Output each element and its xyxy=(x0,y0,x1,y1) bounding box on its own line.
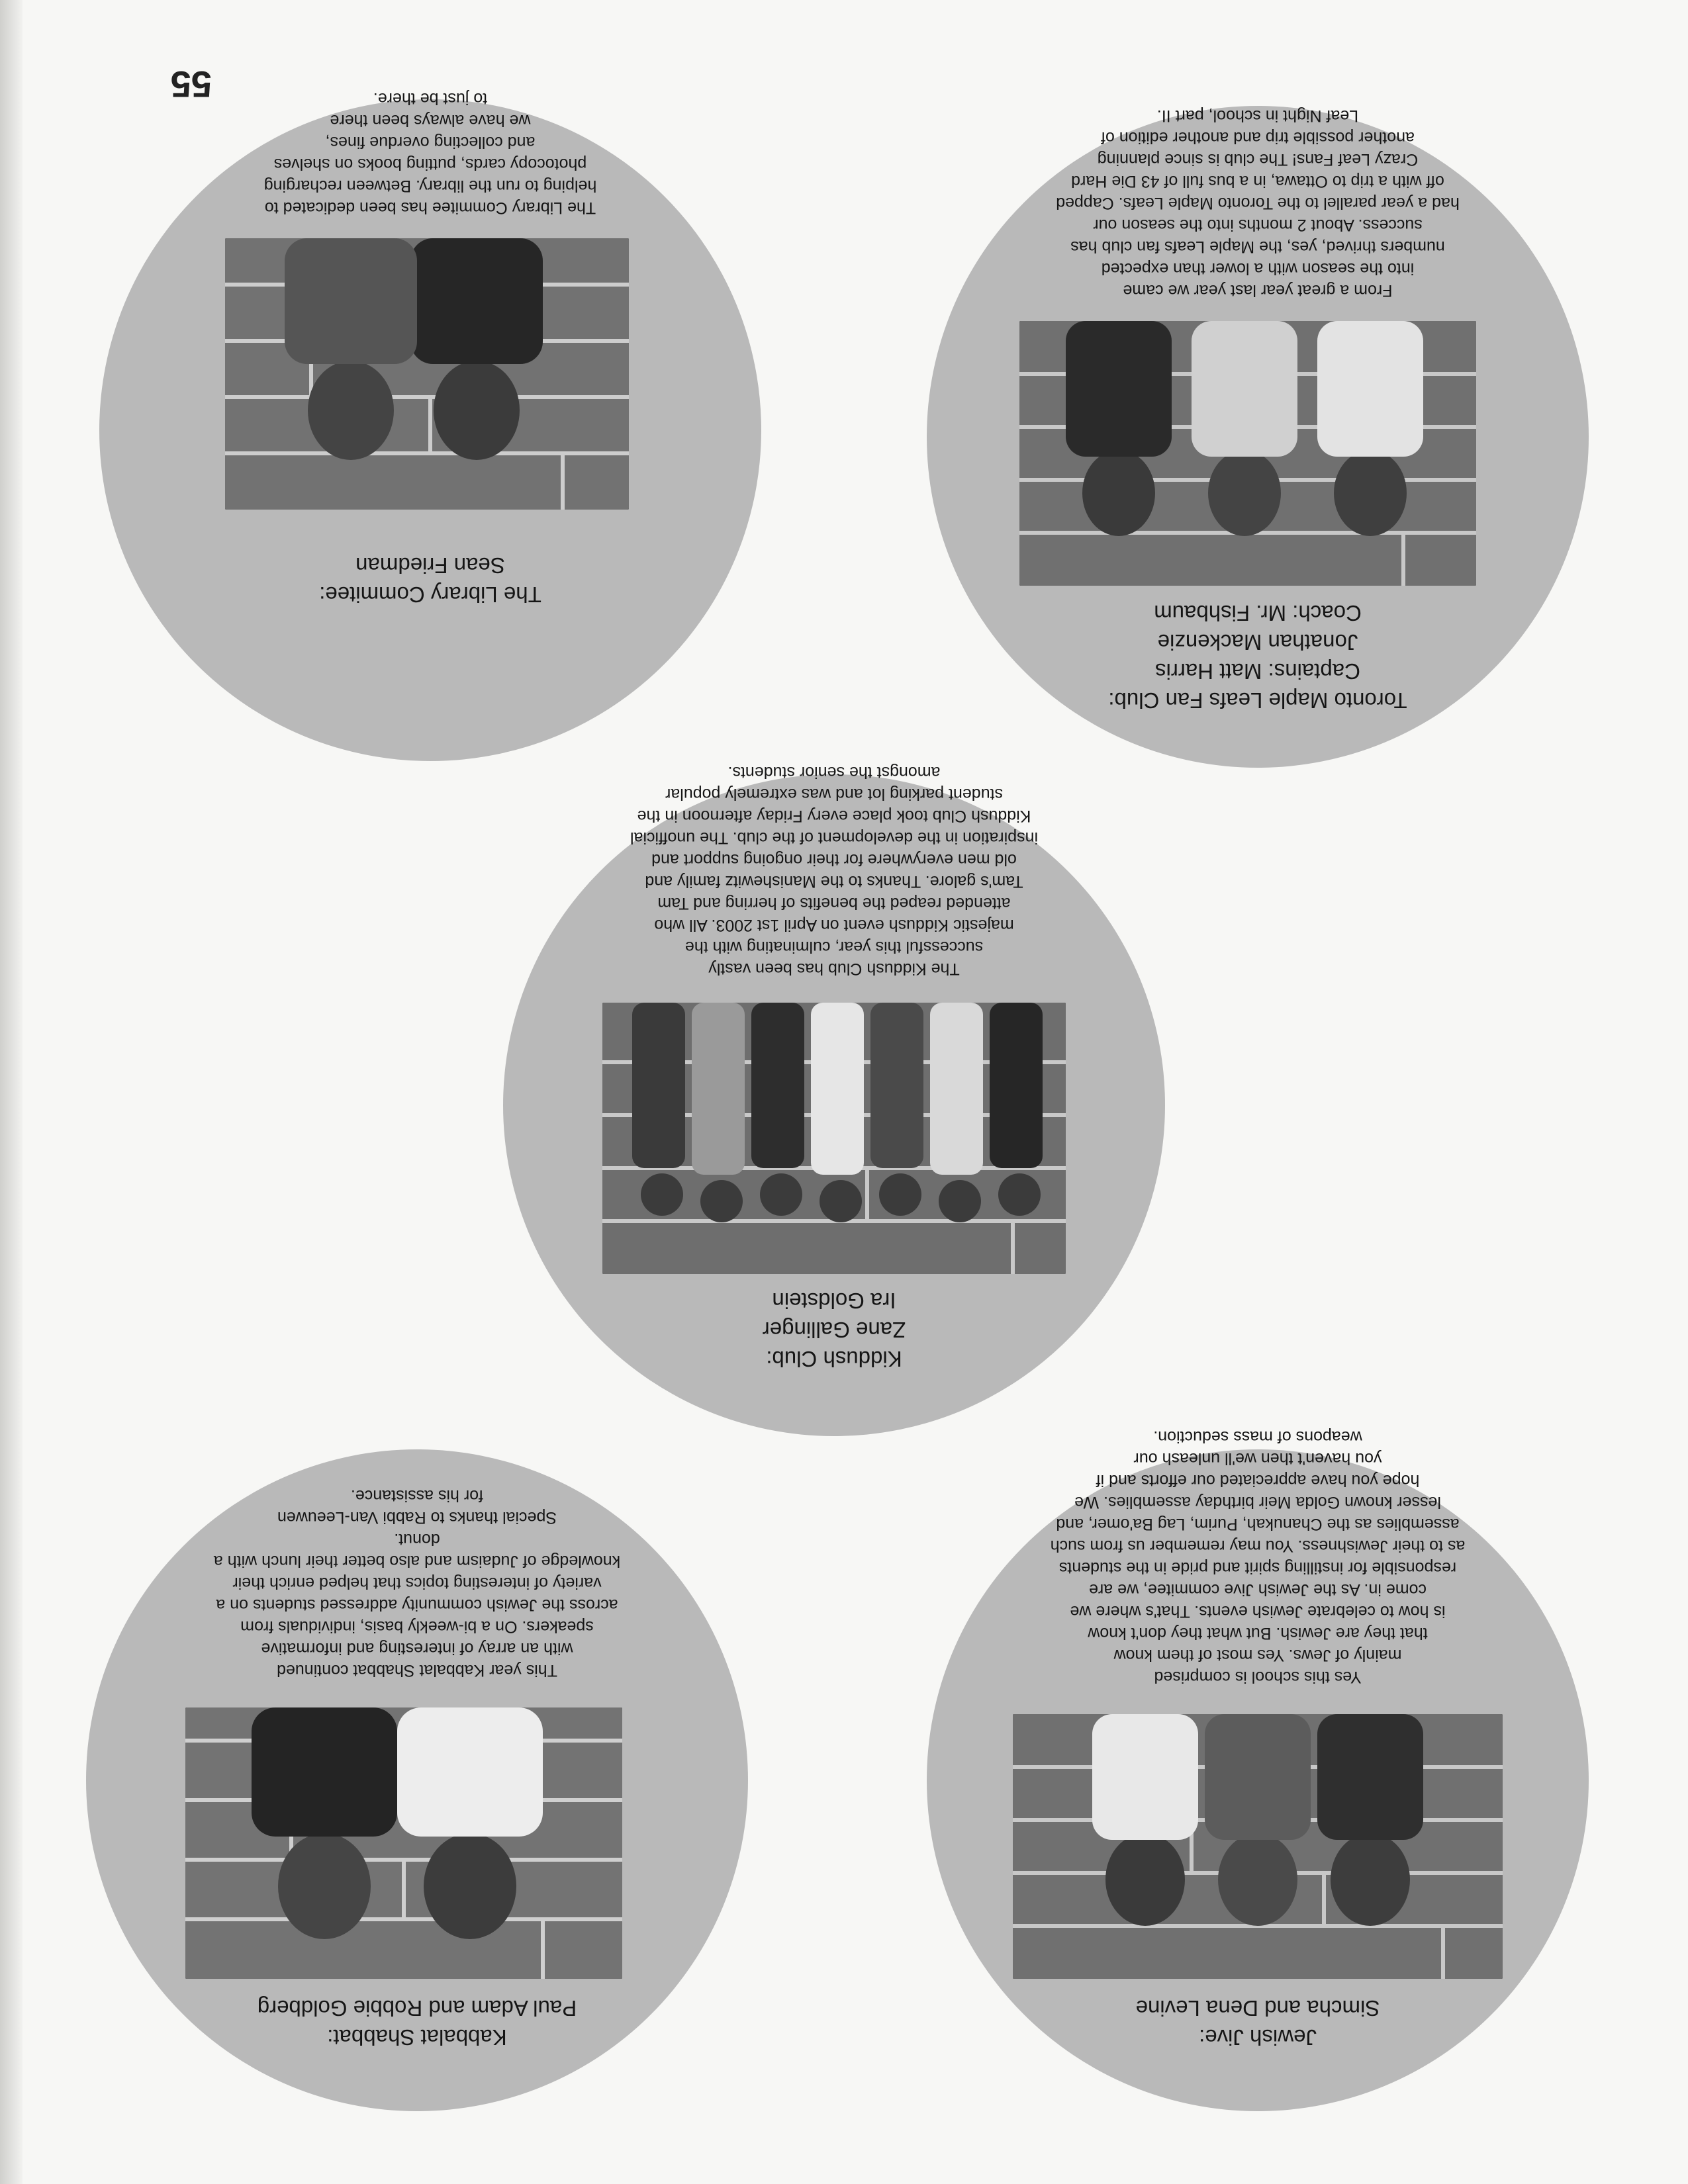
club-title-line: Ira Goldstein xyxy=(772,1289,896,1313)
description-line: Kiddush Club took place every Friday afternoon in the xyxy=(637,807,1031,825)
description-line: successful this year, culminating with the xyxy=(684,938,984,956)
club-title-line: Zane Gallinger xyxy=(762,1318,906,1342)
description-line: Crazy Leaf Fans! The club is since planning xyxy=(1097,150,1419,169)
club-circle-library xyxy=(99,89,761,761)
description-line: hope you have appreciated our efforts and if xyxy=(1096,1471,1420,1490)
description-line: weapons of mass seduction. xyxy=(1153,1428,1362,1446)
description-line: for his assistance. xyxy=(350,1486,484,1505)
club-description xyxy=(563,761,1105,979)
club-title xyxy=(86,1993,748,2052)
description-line: you haven't then we'll unleash our xyxy=(1133,1449,1382,1468)
description-line: Leaf Night in school, part II. xyxy=(1156,107,1359,125)
description-line: success. About 2 months into the season our xyxy=(1093,216,1423,234)
club-description xyxy=(986,105,1529,301)
club-circle-kabbalat-shabbat xyxy=(86,1449,748,2111)
photo-placeholder-icon xyxy=(1019,321,1476,586)
description-line: donut. xyxy=(394,1530,440,1549)
description-line: into the season with a lower than expected xyxy=(1101,259,1415,278)
club-title-line: Captains: Matt Harris xyxy=(1155,659,1360,684)
description-line: off with a trip to Ottawa, in a bus full of 43 Die Hard xyxy=(1071,172,1444,191)
club-description xyxy=(986,1426,1529,1688)
description-line: is how to celebrate Jewish events. That's where we xyxy=(1070,1602,1446,1621)
description-line: knowledge of Judaism and also better their lunch with a xyxy=(213,1552,621,1570)
club-title-line: Coach: Mr. Fishbaum xyxy=(1154,601,1362,625)
club-title-line: Paul Adam and Robbie Goldberg xyxy=(257,1996,577,2021)
club-title-line: Kiddush Club: xyxy=(766,1347,902,1371)
group-photo xyxy=(1019,321,1476,586)
description-line: assemblies as the Chanukah, Purim, Lag Ba'omer, and xyxy=(1056,1515,1460,1533)
club-circle-jewish-jive xyxy=(927,1428,1589,2111)
description-line: that they are Jewish. But what they don't know xyxy=(1088,1624,1428,1643)
description-line: This year Kabbalat Shabbat continued xyxy=(277,1661,557,1680)
description-line: another possible trip and another edition of xyxy=(1101,128,1415,147)
group-photo xyxy=(185,1707,622,1979)
description-line: Special thanks to Rabbi Van-Leeuwen xyxy=(277,1508,557,1527)
description-line: as to their Jewishness. You may remember us from such xyxy=(1050,1537,1466,1555)
description-line: Yes this school is comprised xyxy=(1154,1668,1362,1686)
club-title xyxy=(99,551,761,609)
group-photo xyxy=(602,1003,1066,1274)
description-line: mainly of Jews. Yes most of them know xyxy=(1113,1646,1402,1664)
description-line: to just be there. xyxy=(373,89,488,108)
description-line: numbers thrived, yes, the Maple Leafs fan club has xyxy=(1070,238,1445,256)
description-line: come in. As the Jewish Jive commitee, we are xyxy=(1089,1580,1427,1599)
description-line: From a great year last year we came xyxy=(1123,281,1393,300)
description-line: and collecting overdue fines, xyxy=(325,133,536,152)
description-line: amongst the senior students. xyxy=(727,763,941,782)
group-photo xyxy=(1013,1714,1503,1979)
description-line: had a year parallel to the Toronto Maple Leafs. Capped xyxy=(1056,194,1460,212)
description-line: Tam's galore. Thanks to the Manishewitz family and xyxy=(645,872,1023,891)
club-title xyxy=(927,1993,1589,2052)
description-line: across the Jewish community addressed students on a xyxy=(216,1596,618,1614)
description-line: lesser known Golda Meir birthday assemblies. We xyxy=(1074,1493,1441,1512)
description-line: speakers. On a bi-weekly basis, individuals from xyxy=(240,1617,594,1636)
photo-placeholder-icon xyxy=(602,1003,1066,1274)
club-title-line: Jewish Jive: xyxy=(1199,2025,1317,2050)
club-title-line: Toronto Maple Leafs Fan Club: xyxy=(1108,688,1407,713)
club-title-line: The Library Commitee: xyxy=(319,582,541,607)
club-circle-kiddush xyxy=(503,763,1165,1436)
club-circle-maple-leafs xyxy=(927,106,1589,768)
description-line: photocopy cards, putting books on shelves xyxy=(273,155,587,173)
description-line: majestic Kiddush event on April 1st 2003. All who xyxy=(654,916,1014,934)
description-line: old men everywhere for their ongoing support and xyxy=(651,850,1017,869)
description-line: with an array of interesting and informative xyxy=(261,1639,573,1658)
description-line: The Kiddush Club has been vastly xyxy=(708,960,960,978)
description-line: helping to run the library. Between recharging xyxy=(263,177,597,195)
club-title-line: Jonathan Mackenzie xyxy=(1157,630,1358,655)
description-line: we have always been there xyxy=(330,111,531,130)
club-title-line: Kabbalat Shabbat: xyxy=(327,2025,507,2050)
photo-placeholder-icon xyxy=(185,1707,622,1979)
club-title-line: Simcha and Dena Levine xyxy=(1135,1996,1380,2021)
photo-placeholder-icon xyxy=(1013,1714,1503,1979)
description-line: attended reaped the benefits of herring and Tam xyxy=(657,894,1011,913)
club-title xyxy=(927,598,1589,715)
description-line: variety of interesting topics that helped enrich their xyxy=(232,1574,602,1592)
club-title-line: Sean Friedman xyxy=(355,553,505,578)
club-description xyxy=(146,1484,688,1681)
description-line: responsible for instilling spirit and pride in the students xyxy=(1058,1559,1457,1577)
description-line: The Library Commitee has been dedicated to xyxy=(264,199,596,217)
description-line: inspiration in the development of the club. The unofficial xyxy=(630,829,1039,847)
group-photo xyxy=(225,238,629,510)
photo-placeholder-icon xyxy=(225,238,629,510)
club-description xyxy=(179,87,682,218)
description-line: student parking lot and was extremely popular xyxy=(665,785,1004,803)
page-number: 55 xyxy=(170,64,212,105)
club-title xyxy=(503,1286,1165,1373)
